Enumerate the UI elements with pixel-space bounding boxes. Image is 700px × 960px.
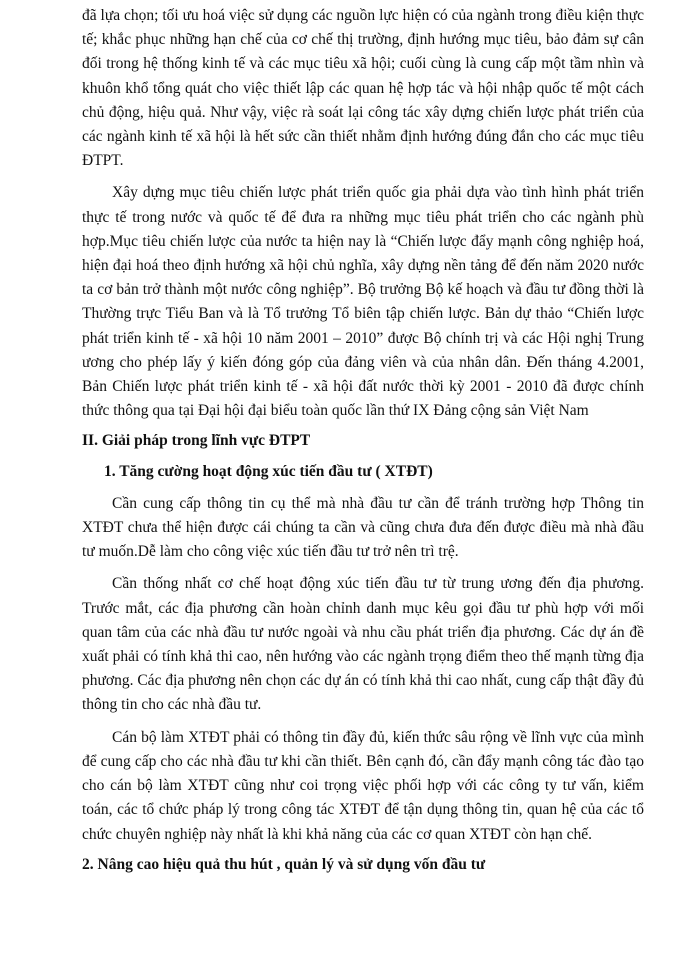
subsection-heading-2: 2. Nâng cao hiệu quả thu hút , quản lý và sử dụng vốn đầu tư: [82, 855, 486, 873]
paragraph-national-strategy: Xây dựng mục tiêu chiến lược phát triển quốc gia phải dựa vào tình hình phát triển thực tế trong nước và quốc tế để đưa ra những mục tiêu phát triển cho các ngành phù hợp.Mục tiêu chiến lược của nước ta hiện nay là “Chiến lược đẩy mạnh công nghiệp hoá, hiện đại hoá theo định hướng xã hội chủ nghĩa, xây dựng nền tảng để đến năm 2020 nước ta cơ bản trở thành một nước công nghiệp”. Bộ trưởng Bộ kế hoạch và đầu tư đồng thời là Thường trực Tiểu Ban và là Tổ trưởng Tổ biên tập chiến lược. Bản dự thảo “Chiến lược phát triển kinh tế - xã hội 10 năm 2001 – 2010” được Bộ chính trị và các Hội nghị Trung ương cho phép lấy ý kiến đóng góp của đảng viên và của nhân dân. Đến tháng 4.2001, Bản Chiến lược phát triển kinh tế - xã hội đất nước thời kỳ 2001 - 2010 đã được chính thức thông qua tại Đại hội đại biểu toàn quốc lần thứ IX Đảng cộng sản Việt Nam: [82, 184, 644, 420]
paragraph-investor-information: Cần cung cấp thông tin cụ thể mà nhà đầu tư cần để tránh trường hợp Thông tin XTĐT chưa thể hiện được cái chúng ta cần và cũng chưa đưa đến được điều mà nhà đầu tư muốn.Dễ làm cho công việc xúc tiến đầu tư trở nên trì trệ.: [82, 494, 644, 561]
paragraph-promotion-mechanism: Cần thống nhất cơ chế hoạt động xúc tiến đầu tư từ trung ương đến địa phương. Trước mắt, các địa phương cần hoàn chỉnh danh mục kêu gọi đầu tư phù hợp với mối quan tâm của các nhà đầu tư nước ngoài và nhu cầu phát triển địa phương. Các dự án đề xuất phải có tính khả thi cao, nên hướng vào các ngành trọng điểm theo thế mạnh từng địa phương. Các địa phương nên chọn các dự án có tính khả thi cao nhất, cung cấp thật đầy đủ thông tin cho các nhà đầu tư.: [82, 575, 644, 714]
paragraph-strategy-continuation: đã lựa chọn; tối ưu hoá việc sử dụng các nguồn lực hiện có của ngành trong điều kiện thực tế; khắc phục những hạn chế của cơ chế thị trường, định hướng mục tiêu, bảo đảm sự cân đối trong hệ thống kinh tế và các mục tiêu xã hội; cuối cùng là cung cấp một tầm nhìn và khuôn khổ tổng quát cho việc thiết lập các quan hệ hợp tác và hội nhập quốc tế một cách chủ động, hiệu quả. Như vậy, việc rà soát lại công tác xây dựng chiến lược phát triển của các ngành kinh tế xã hội là hết sức cần thiết nhằm định hướng đúng đắn cho các mục tiêu ĐTPT.: [82, 7, 644, 170]
subsection-heading-1: 1. Tăng cường hoạt động xúc tiến đầu tư ( XTĐT): [104, 462, 433, 480]
paragraph-promotion-staff: Cán bộ làm XTĐT phải có thông tin đầy đủ, kiến thức sâu rộng về lĩnh vực của mình để cung cấp cho các nhà đầu tư khi cần thiết. Bên cạnh đó, cần đẩy mạnh công tác đào tạo cho cán bộ làm XTĐT cũng như coi trọng việc phối hợp với các công ty tư vấn, kiểm toán, các tổ chức pháp lý trong công tác XTĐT để tận dụng thông tin, quan hệ của các tổ chức chuyên nghiệp này nhất là khi khả năng của các cơ quan XTĐT còn hạn chế.: [82, 728, 644, 843]
section-heading-ii: II. Giải pháp trong lĩnh vực ĐTPT: [82, 432, 311, 450]
